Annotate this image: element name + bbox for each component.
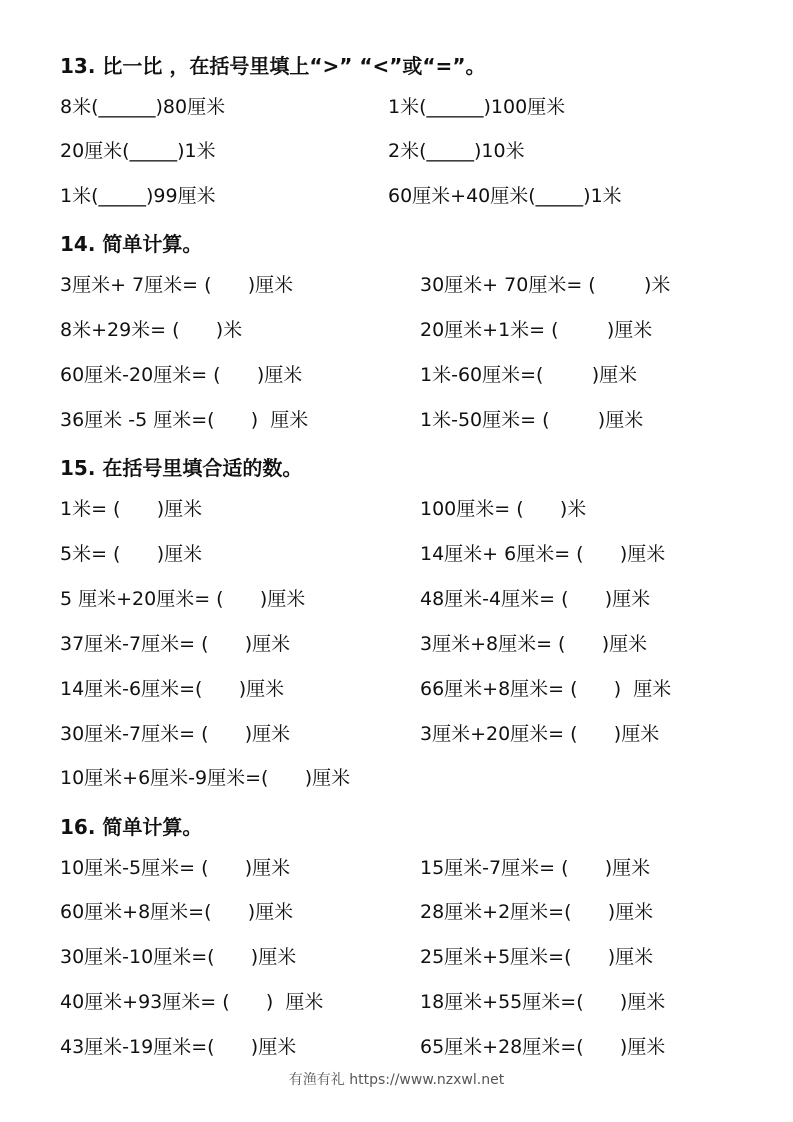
s15-r3-left: 5 厘米+20厘米= ( )厘米	[60, 588, 306, 610]
s13-r2-left: 20厘米(_____)1米	[60, 140, 216, 162]
s15-r2-left: 5米= ( )厘米	[60, 543, 203, 565]
s14-r1-right: 30厘米+ 70厘米= ( )米	[420, 274, 671, 296]
section-15-title: 15. 在括号里填合适的数。	[60, 456, 303, 480]
s16-r4-left: 40厘米+93厘米= ( ) 厘米	[60, 991, 324, 1013]
s16-r1-right: 15厘米-7厘米= ( )厘米	[420, 857, 651, 879]
s15-r5-right: 66厘米+8厘米= ( ) 厘米	[420, 678, 672, 700]
s16-r2-right: 28厘米+2厘米=( )厘米	[420, 901, 654, 923]
section-14-title: 14. 简单计算。	[60, 232, 203, 256]
s14-r4-right: 1米-50厘米= ( )厘米	[420, 409, 644, 431]
s15-r6-right: 3厘米+20厘米= ( )厘米	[420, 723, 660, 745]
s13-r3-right: 60厘米+40厘米(_____)1米	[388, 185, 622, 207]
s16-r5-right: 65厘米+28厘米=( )厘米	[420, 1036, 666, 1058]
s15-r4-left: 37厘米-7厘米= ( )厘米	[60, 633, 291, 655]
s14-r2-left: 8米+29米= ( )米	[60, 319, 243, 341]
s14-r3-right: 1米-60厘米=( )厘米	[420, 364, 638, 386]
s16-r4-right: 18厘米+55厘米=( )厘米	[420, 991, 666, 1013]
s15-r4-right: 3厘米+8厘米= ( )厘米	[420, 633, 648, 655]
s16-r3-left: 30厘米-10厘米=( )厘米	[60, 946, 297, 968]
s16-r3-right: 25厘米+5厘米=( )厘米	[420, 946, 654, 968]
s13-r2-right: 2米(_____)10米	[388, 140, 525, 162]
s15-r3-right: 48厘米-4厘米= ( )厘米	[420, 588, 651, 610]
s15-r1-left: 1米= ( )厘米	[60, 498, 203, 520]
s16-r2-left: 60厘米+8厘米=( )厘米	[60, 901, 294, 923]
s15-r6-left: 30厘米-7厘米= ( )厘米	[60, 723, 291, 745]
s16-r5-left: 43厘米-19厘米=( )厘米	[60, 1036, 297, 1058]
s14-r2-right: 20厘米+1米= ( )厘米	[420, 319, 653, 341]
s14-r4-left: 36厘米 -5 厘米=( ) 厘米	[60, 409, 309, 431]
section-13-title: 13. 比一比 ，在括号里填上“>” “<”或“=”。	[60, 54, 486, 78]
s13-r1-right: 1米(______)100厘米	[388, 96, 566, 118]
s13-r3-left: 1米(_____)99厘米	[60, 185, 216, 207]
section-16-title: 16. 简单计算。	[60, 815, 203, 839]
s14-r3-left: 60厘米-20厘米= ( )厘米	[60, 364, 303, 386]
s15-r2-right: 14厘米+ 6厘米= ( )厘米	[420, 543, 666, 565]
s15-r5-left: 14厘米-6厘米=( )厘米	[60, 678, 285, 700]
s14-r1-left: 3厘米+ 7厘米= ( )厘米	[60, 274, 294, 296]
footer-watermark[interactable]: 有渔有礼 https://www.nzxwl.net	[288, 1072, 505, 1088]
s15-r7-left: 10厘米+6厘米-9厘米=( )厘米	[60, 767, 351, 789]
s15-r1-right: 100厘米= ( )米	[420, 498, 587, 520]
s13-r1-left: 8米(______)80厘米	[60, 96, 226, 118]
s16-r1-left: 10厘米-5厘米= ( )厘米	[60, 857, 291, 879]
